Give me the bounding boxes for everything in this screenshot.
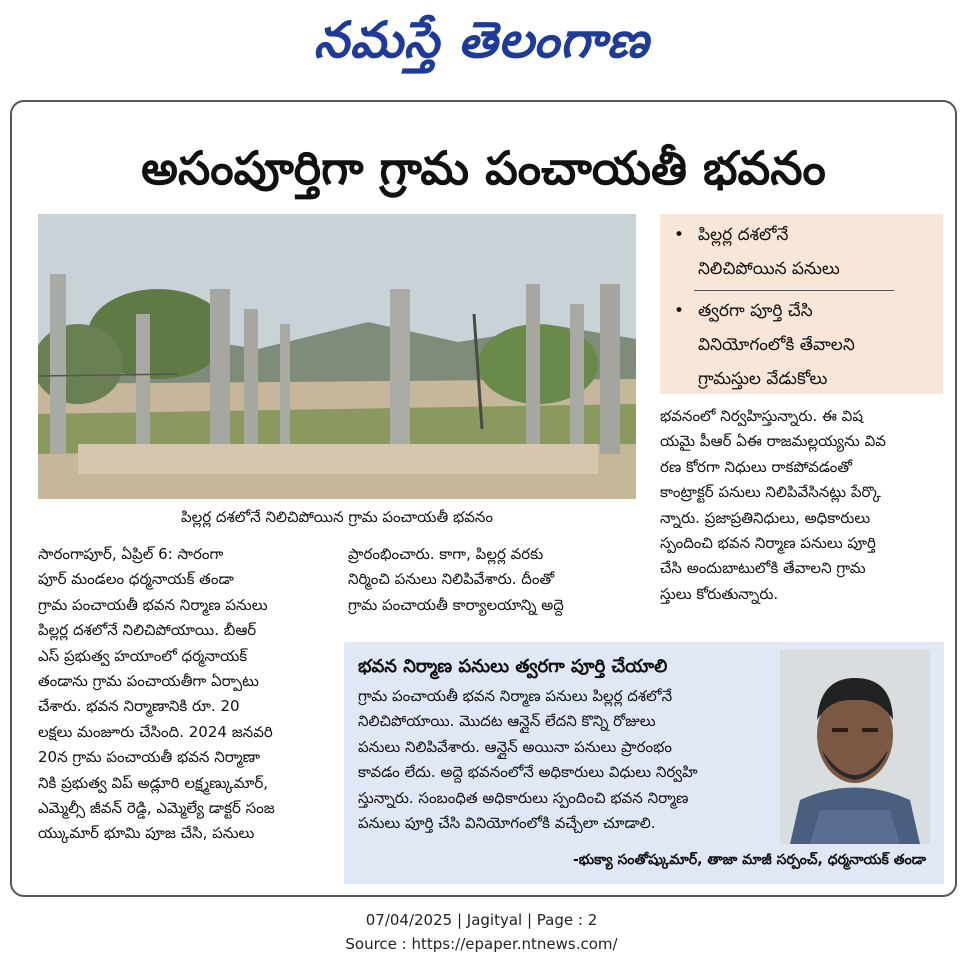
masthead: [0, 4, 963, 76]
article-column-2: [348, 542, 636, 618]
article-column-1: [38, 542, 326, 847]
column-text: భవనంలో నిర్వహిస్తున్నారు. ఈ విష యమై పీఆర్ ఏఈ రాజమల్లయ్యను వివ రణ కోరగా నిధులు రాకపోవడంతో కాంట్రాక్టర్ పనులు నిలిపివేసినట్లు పేర్కొ న్నారు. ప్రజాప్రతినిధులు, అధికారులు స్పందించి భవన నిర్మాణ పనులు పూర్తి చేసి అందుబాటులోకి తేవాలని గ్రామ స్తులు కోరుతున్నారు.: [660, 407, 886, 603]
photo-caption: పిల్లర్ల దశలోనే నిలిచిపోయిన గ్రామ పంచాయతీ భవనం: [180, 508, 494, 526]
quote-box: [344, 642, 944, 884]
masthead-logo: నమస్తే తెలంగాణ: [313, 11, 650, 69]
page-footer: [0, 908, 963, 956]
column-text: సారంగాపూర్, ఏప్రిల్ 6: సారంగా పూర్ మండలం ధర్మనాయక్ తండా గ్రామ పంచాయతీ భవన నిర్మాణ పనులు పిల్లర్ల దశలోనే నిలిచిపోయాయి. బీఆర్ ఎస్ ప్రభుత్వ హయాంలో ధర్మనాయక్ తండాను గ్రామ పంచాయతీగా ఏర్పాటు చేశారు. భవన నిర్మాణానికి రూ. 20 లక్షలు మంజూరు చేసింది. 2024 జనవరి 20న గ్రామ పంచాయతీ భవన నిర్మాణా నికి ప్రభుత్వ విప్ అడ్లూరి లక్ష్మణ్కుమార్, ఎమ్మెల్సీ జీవన్ రెడ్డి, ఎమ్మెల్యే డాక్టర్ సంజ య్కుమార్ భూమి పూజ చేసి, పనులు: [38, 545, 275, 843]
construction-site-photo: [38, 214, 636, 499]
bullet-icon: •: [674, 301, 685, 321]
quote-title: భవన నిర్మాణ పనులు త్వరగా పూర్తి చేయాలి: [358, 656, 668, 677]
article-photo: [38, 214, 636, 499]
source-link[interactable]: Source : https://epaper.ntnews.com/: [345, 935, 618, 953]
edition-info: 07/04/2025 | Jagityal | Page : 2: [365, 911, 598, 929]
highlight-text: త్వరగా పూర్తి చేసి వినియోగంలోకి తేవాలని గ్రామస్తుల వేడుకోలు: [698, 301, 855, 389]
column-text: ప్రారంభించారు. కాగా, పిల్లర్ల వరకు నిర్మించి పనులు నిలిపివేశారు. దీంతో గ్రామ పంచాయతీ కార్యాలయాన్ని అద్దె: [348, 545, 564, 614]
news-clipping: [10, 100, 957, 897]
article-headline: అసంపూర్తిగా గ్రామ పంచాయతీ భవనం: [141, 141, 826, 195]
portrait-photo: [780, 650, 930, 844]
quote-body: గ్రామ పంచాయతీ భవన నిర్మాణ పనులు పిల్లర్ల దశలోనే నిలిచిపోయాయి. మొదట ఆన్లైన్ లేదని కొన్ని రోజులు పనులు నిలిపివేశారు. ఆన్లైన్ అయినా పనులు ప్రారంభం కావడం లేదు. అద్దె భవనంలోనే అధికారులు విధులు నిర్వహి స్తున్నారు. సంబంధిత అధికారులు స్పందించి భవన నిర్మాణ పనులు పూర్తి చేసి వినియోగంలోకి వచ్చేలా చూడాలి.: [358, 687, 698, 833]
divider: [694, 290, 894, 291]
quote-signature: -భుక్యా సంతోష్కుమార్, తాజా మాజీ సర్పంచ్, ధర్మనాయక్ తండా: [572, 852, 926, 868]
bullet-icon: •: [674, 225, 685, 245]
highlight-text: పిల్లర్ల దశలోనే నిలిచిపోయిన పనులు: [698, 225, 840, 279]
person-portrait: [780, 650, 930, 844]
article-column-3: [660, 404, 945, 607]
highlights-box: [660, 214, 943, 394]
